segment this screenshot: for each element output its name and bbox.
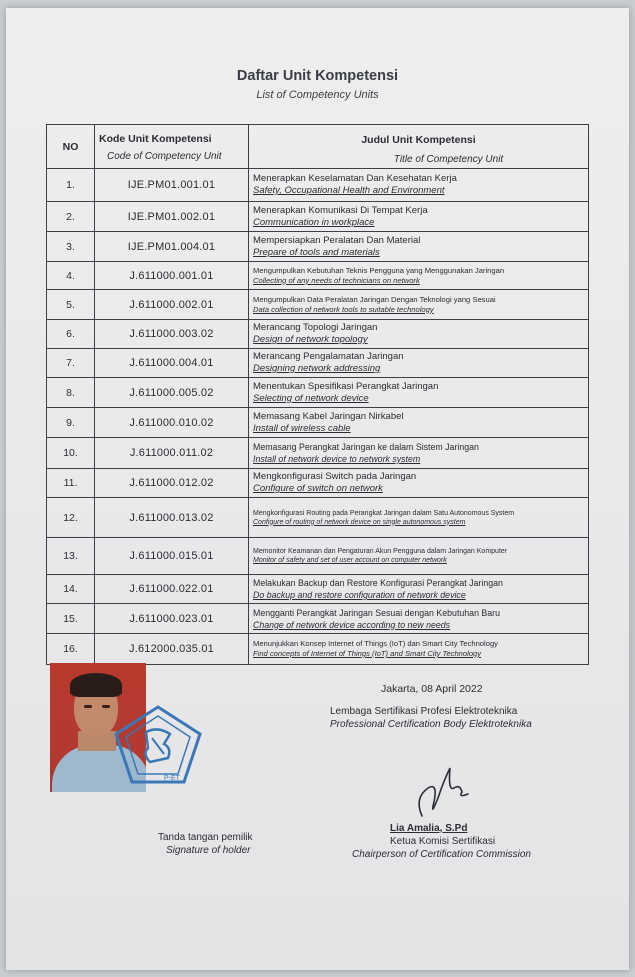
- row-judul-id: Merancang Pengalamatan Jaringan: [253, 351, 404, 362]
- row-judul-en: Configure of switch on network: [253, 483, 383, 494]
- row-judul-id: Memasang Kabel Jaringan Nirkabel: [253, 410, 404, 422]
- row-no: 10.: [47, 438, 95, 469]
- row-kode: J.611000.005.02: [95, 378, 249, 408]
- header-judul-id: Judul Unit Kompetensi: [361, 134, 476, 146]
- header-kode-en: Code of Competency Unit: [107, 151, 222, 162]
- document-subtitle: List of Competency Units: [256, 89, 379, 101]
- table-row: [47, 169, 589, 202]
- row-judul-en: Change of network device according to new needs: [253, 619, 451, 630]
- holder-signature-label-id: Tanda tangan pemilik: [158, 832, 253, 843]
- row-judul: [249, 262, 589, 290]
- row-kode: J.611000.022.01: [95, 575, 249, 604]
- row-judul-en: Design of network topology: [253, 334, 368, 345]
- header-judul: [249, 125, 589, 169]
- competency-units-table: [46, 124, 589, 665]
- certification-stamp-icon: [112, 704, 204, 786]
- table-header-row: [47, 125, 589, 169]
- row-no: 1.: [47, 169, 95, 202]
- stamp-label: P-ET: [164, 775, 180, 782]
- row-judul: [249, 169, 589, 202]
- table-row: [47, 634, 589, 665]
- table-row: [47, 438, 589, 469]
- signer-title-id: Ketua Komisi Sertifikasi: [390, 836, 496, 847]
- table-row: [47, 378, 589, 408]
- row-no: 13.: [47, 538, 95, 575]
- holder-signature-label-en: Signature of holder: [166, 845, 251, 856]
- row-judul-id: Mengganti Perangkat Jaringan Sesuai dengan Kebutuhan Baru: [253, 607, 500, 618]
- place-date: Jakarta, 08 April 2022: [381, 683, 483, 695]
- row-judul: [249, 349, 589, 378]
- table-row: [47, 498, 589, 538]
- row-judul: [249, 498, 589, 538]
- row-judul-id: Mengumpulkan Kebutuhan Teknis Pengguna yang Menggunakan Jaringan: [253, 265, 505, 275]
- row-judul: [249, 378, 589, 408]
- row-judul: [249, 604, 589, 634]
- table-row: [47, 290, 589, 320]
- row-judul: [249, 290, 589, 320]
- row-no: 16.: [47, 634, 95, 665]
- row-no: 4.: [47, 262, 95, 290]
- row-kode: J.611000.001.01: [95, 262, 249, 290]
- row-kode: J.611000.013.02: [95, 498, 249, 538]
- row-judul: [249, 320, 589, 349]
- row-judul-en: Configure of routing of network device on single autonomous system: [253, 518, 466, 526]
- row-judul-id: Memasang Perangkat Jaringan ke dalam Sistem Jaringan: [253, 442, 479, 452]
- table-row: [47, 408, 589, 438]
- row-judul-id: Merancang Topologi Jaringan: [253, 322, 378, 333]
- row-judul-en: Install of network device to network system: [253, 454, 421, 464]
- row-kode: J.611000.002.01: [95, 290, 249, 320]
- row-no: 9.: [47, 408, 95, 438]
- row-judul-id: Mengumpulkan Data Peralatan Jaringan Dengan Teknologi yang Sesuai: [253, 294, 496, 304]
- row-judul-id: Menunjukkan Konsep Internet of Things (IoT) dan Smart City Technology: [253, 639, 498, 648]
- header-kode-id: Kode Unit Kompetensi: [99, 133, 212, 145]
- header-judul-en: Title of Competency Unit: [393, 154, 504, 165]
- row-no: 6.: [47, 320, 95, 349]
- row-kode: J.611000.010.02: [95, 408, 249, 438]
- table-row: [47, 538, 589, 575]
- row-judul: [249, 438, 589, 469]
- institution-name-id: Lembaga Sertifikasi Profesi Elektroteknika: [330, 706, 518, 717]
- table-row: [47, 232, 589, 262]
- row-judul-id: Mempersiapkan Peralatan Dan Material: [253, 234, 421, 246]
- row-judul: [249, 202, 589, 232]
- row-judul-id: Menerapkan Keselamatan Dan Kesehatan Kerja: [253, 173, 457, 184]
- row-judul: [249, 408, 589, 438]
- row-judul: [249, 469, 589, 498]
- header-no: NO: [47, 125, 95, 169]
- row-judul-en: Do backup and restore configuration of network device: [253, 590, 466, 600]
- row-judul-en: Monitor of safety and set of user account on computer network: [253, 557, 447, 564]
- row-no: 7.: [47, 349, 95, 378]
- table-row: [47, 202, 589, 232]
- table-row: [47, 604, 589, 634]
- table-row: [47, 575, 589, 604]
- row-judul-id: Melakukan Backup dan Restore Konfigurasi Perangkat Jaringan: [253, 578, 503, 588]
- photo-eye: [102, 705, 110, 708]
- row-kode: IJE.PM01.001.01: [95, 169, 249, 202]
- row-kode: J.611000.011.02: [95, 438, 249, 469]
- row-judul-en: Communication in workplace: [253, 216, 375, 228]
- row-judul-id: Mengkonfigurasi Switch pada Jaringan: [253, 471, 417, 482]
- signer-title-en: Chairperson of Certification Commission: [352, 849, 531, 860]
- signature-icon: [408, 758, 478, 828]
- row-kode: J.611000.004.01: [95, 349, 249, 378]
- row-judul: [249, 575, 589, 604]
- row-no: 8.: [47, 378, 95, 408]
- row-judul: [249, 232, 589, 262]
- table-row: [47, 262, 589, 290]
- header-kode: [95, 125, 249, 169]
- row-kode: J.611000.012.02: [95, 469, 249, 498]
- row-no: 11.: [47, 469, 95, 498]
- row-judul-id: Mengkonfigurasi Routing pada Perangkat Jaringan dalam Satu Autonomous System: [253, 509, 515, 517]
- row-judul: [249, 538, 589, 575]
- row-kode: J.611000.003.02: [95, 320, 249, 349]
- row-kode: J.611000.015.01: [95, 538, 249, 575]
- row-judul-en: Data collection of network tools to suitable technology: [253, 304, 434, 314]
- row-judul-en: Collecting of any needs of technicians on network: [253, 275, 420, 285]
- row-judul-en: Selecting of network device: [253, 392, 369, 404]
- institution-name-en: Professional Certification Body Elektroteknika: [330, 719, 532, 730]
- row-judul-en: Safety, Occupational Health and Environment: [253, 185, 445, 196]
- row-judul-id: Menentukan Spesifikasi Perangkat Jaringan: [253, 380, 439, 392]
- photo-eye: [84, 705, 92, 708]
- row-judul: [249, 634, 589, 665]
- table-row: [47, 320, 589, 349]
- row-judul-id: Memonitor Keamanan dan Pengaturan Akun Pengguna dalam Jaringan Komputer: [253, 548, 508, 555]
- row-kode: IJE.PM01.002.01: [95, 202, 249, 232]
- row-judul-id: Menerapkan Komunikasi Di Tempat Kerja: [253, 204, 428, 216]
- signer-name: Lia Amalia, S.Pd: [390, 823, 468, 834]
- row-no: 12.: [47, 498, 95, 538]
- row-judul-en: Prepare of tools and materials: [253, 246, 380, 258]
- row-judul-en: Designing network addressing: [253, 363, 381, 374]
- row-no: 5.: [47, 290, 95, 320]
- photo-hair: [70, 673, 122, 697]
- row-judul-en: Install of wireless cable: [253, 422, 351, 434]
- row-no: 14.: [47, 575, 95, 604]
- table-row: [47, 349, 589, 378]
- row-no: 2.: [47, 202, 95, 232]
- row-no: 3.: [47, 232, 95, 262]
- row-no: 15.: [47, 604, 95, 634]
- row-kode: J.611000.023.01: [95, 604, 249, 634]
- row-kode: IJE.PM01.004.01: [95, 232, 249, 262]
- document-title: Daftar Unit Kompetensi: [236, 68, 399, 84]
- row-kode: J.612000.035.01: [95, 634, 249, 665]
- table-row: [47, 469, 589, 498]
- row-judul-en: Find concepts of Internet of Things (IoT) and Smart City Technology: [253, 649, 482, 658]
